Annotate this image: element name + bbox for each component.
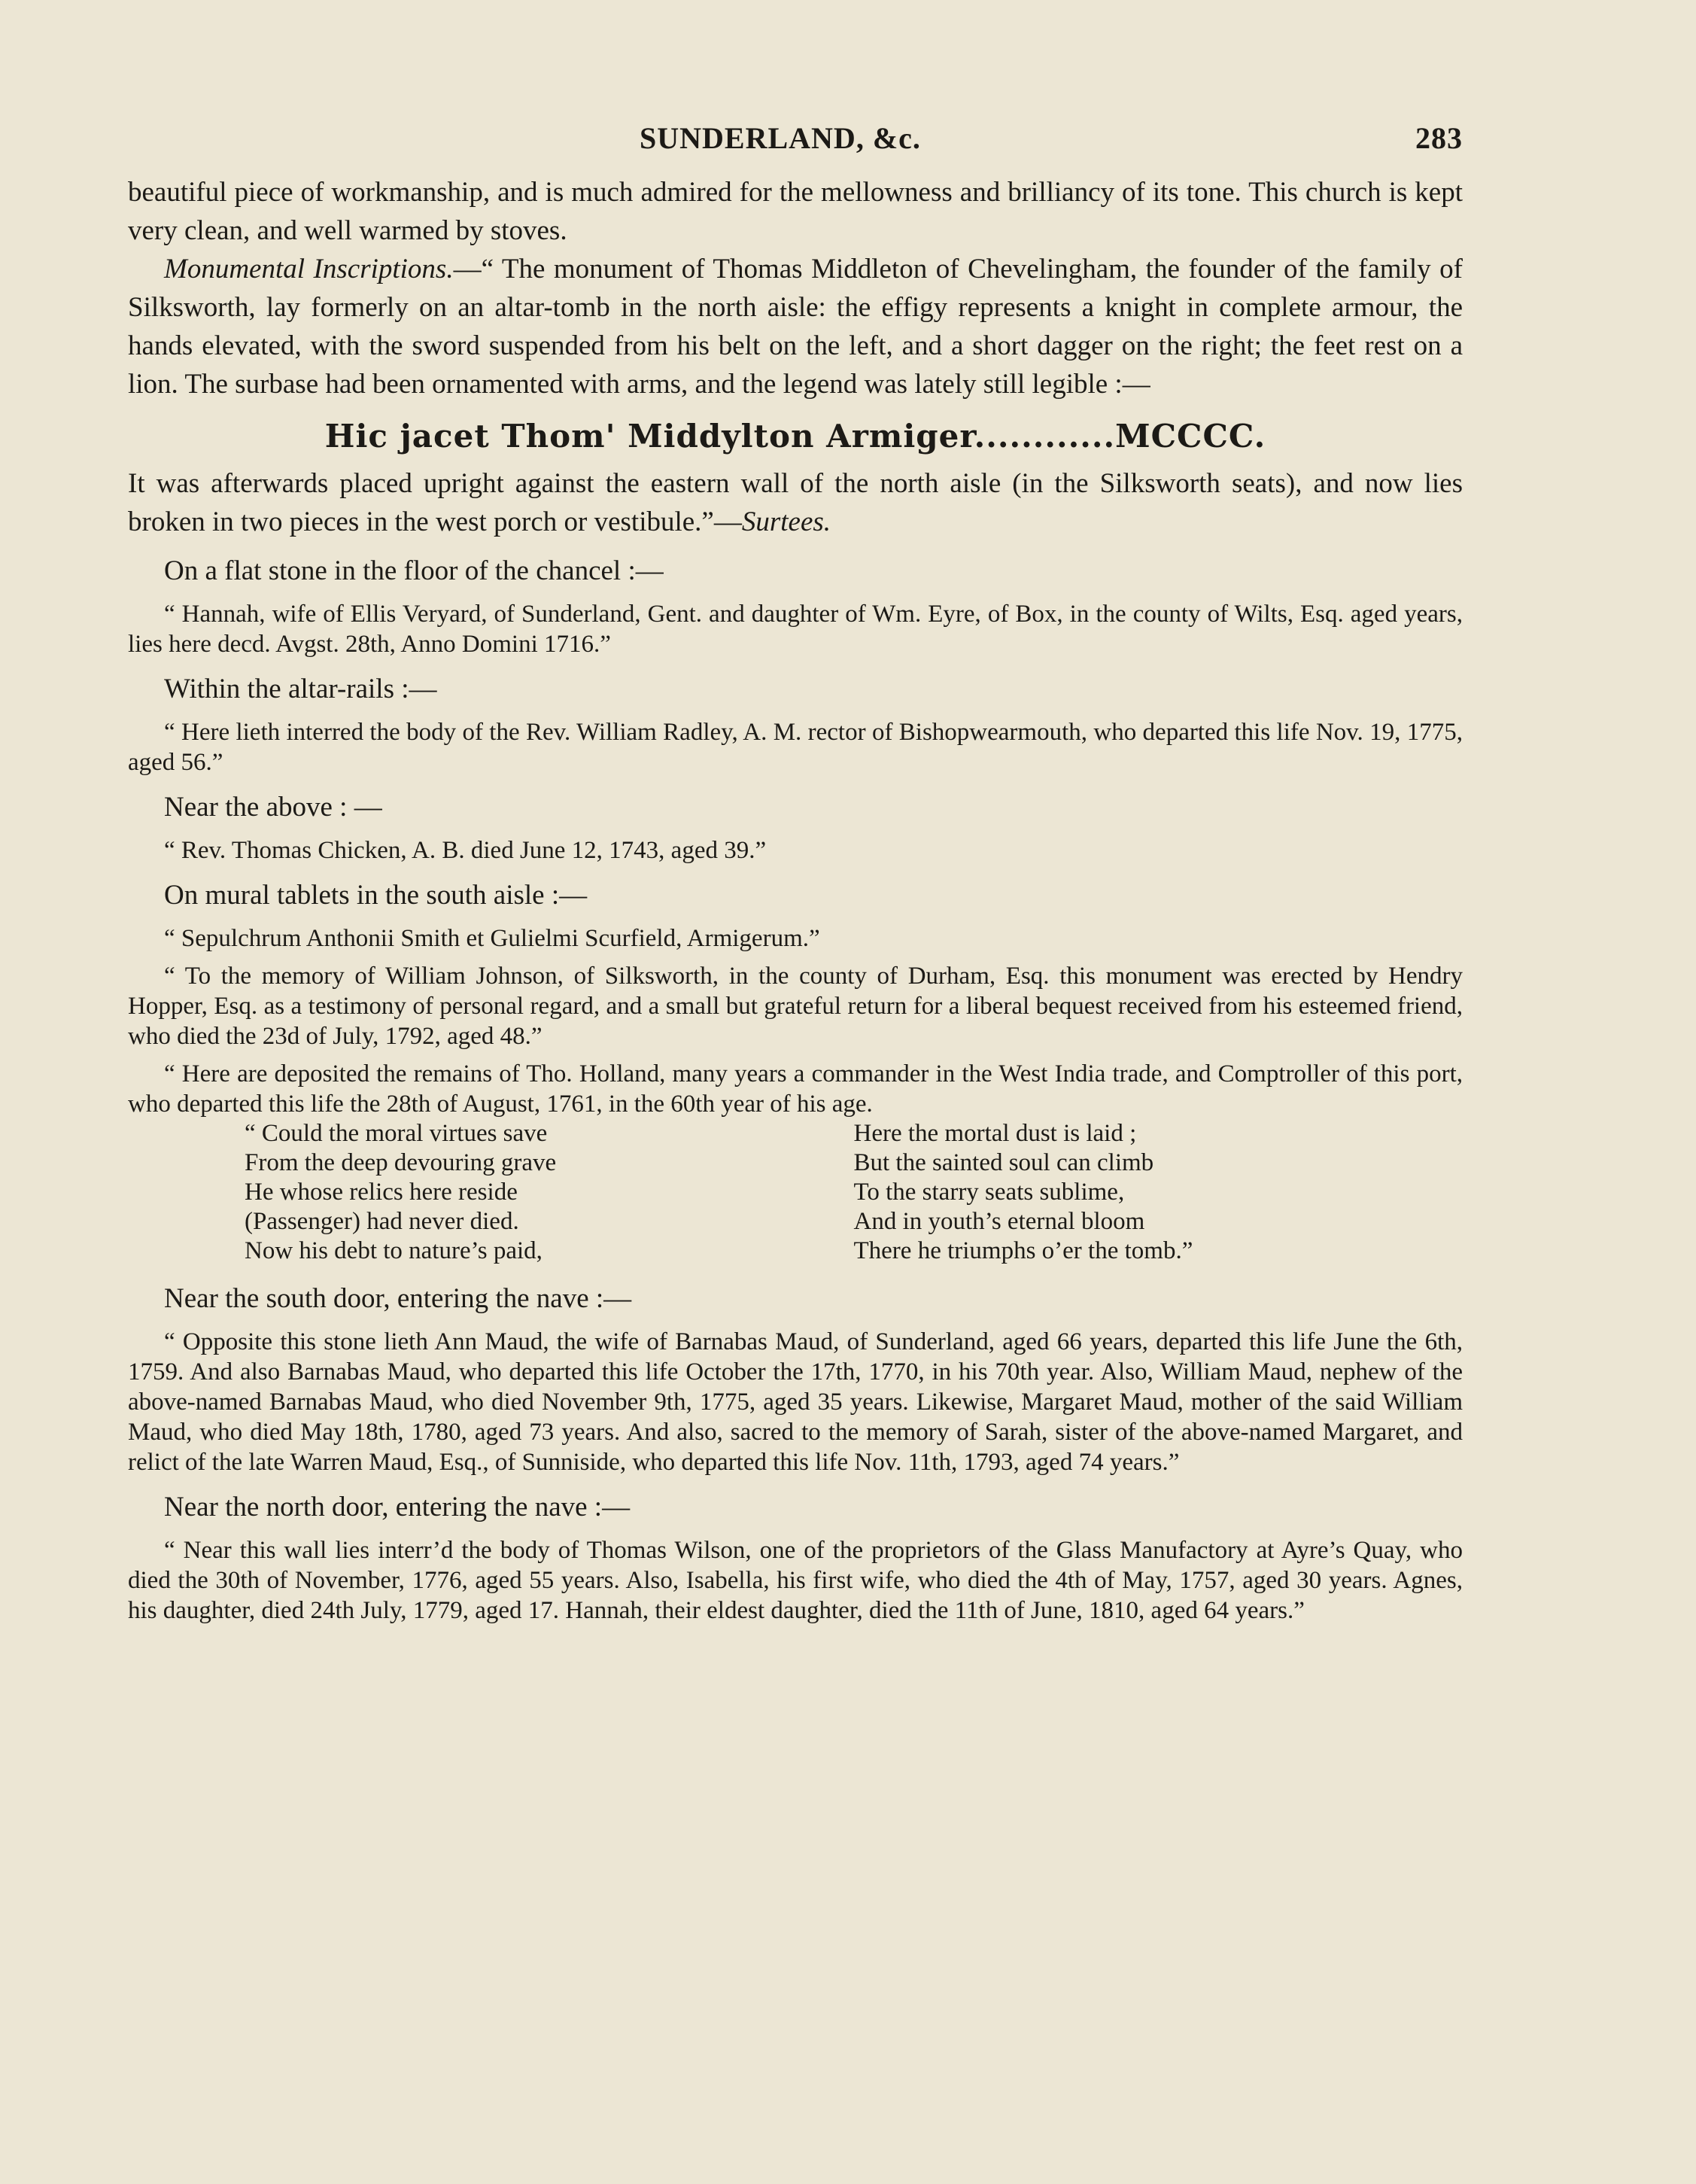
inscription-quote: “ Hannah, wife of Ellis Veryard, of Sunderland, Gent. and daughter of Wm. Eyre, of Box, in the county of Wilts, Esq. aged years, lies here decd. Avgst. 28th, Anno Domini 1716.” [128,601,1463,658]
section-heading: Within the altar-rails :— [164,674,437,704]
verse-line: Here the mortal dust is laid ; [853,1120,1137,1147]
inscription-quote: “ Here lieth interred the body of the Rev. William Radley, A. M. rector of Bishopwearmouth, who departed this life Nov. 19, 1775, aged 56.” [128,719,1463,776]
running-title: SUNDERLAND, &c. [640,121,921,155]
paragraph-3-text: It was afterwards placed upright against the eastern wall of the north aisle (in the Silksworth seats), and now lies broken in two pieces in the west porch or vestibule.”— [128,468,1463,537]
running-head [128,120,1463,173]
body-text [128,173,1463,1626]
verse-line: There he triumphs o’er the tomb.” [853,1237,1193,1264]
verse-line: To the starry seats sublime, [853,1179,1125,1206]
paragraph-2 [128,250,1463,403]
page-number: 283 [1415,121,1463,155]
inscription-quote: “ To the memory of William Johnson, of Silksworth, in the county of Durham, Esq. this monument was erected by Hendry Hopper, Esq. as a testimony of personal regard, and a small but grateful return for a liberal bequest received from his esteemed friend, who died the 23d of July, 1792, aged 48.” [128,963,1463,1050]
paragraph-3 [128,464,1463,541]
verse-right-column [854,1119,1463,1266]
section-heading: Near the north door, entering the nave :— [164,1492,631,1522]
section-heading: On a flat stone in the floor of the chancel :— [164,555,664,586]
inscription-quote: “ Here are deposited the remains of Tho. Holland, many years a commander in the West India trade, and Comptroller of this port, who departed this life the 28th of August, 1761, in the 60th year of his age. [128,1060,1463,1118]
verse-line: But the sainted soul can climb [853,1149,1154,1176]
verse-line: And in youth’s eternal bloom [853,1208,1145,1235]
inscription-quote: “ Rev. Thomas Chicken, A. B. died June 12, 1743, aged 39.” [164,837,767,864]
verse-line: Now his debt to nature’s paid, [245,1237,543,1264]
verse-line: (Passenger) had never died. [245,1208,519,1235]
verse-line: He whose relics here reside [245,1179,518,1206]
paragraph-3-source: Surtees. [741,506,831,537]
section-heading: On mural tablets in the south aisle :— [164,880,588,911]
inscription-quote: “ Sepulchrum Anthonii Smith et Gulielmi Scurfield, Armigerum.” [164,925,820,952]
epitaph-verse [128,1119,1463,1266]
paragraph-2-text: —“ The monument of Thomas Middleton of Chevelingham, the founder of the family of Silksworth, lay formerly on an altar-tomb in the north aisle: the effigy represents a knight in complete armour, the hands elevated, with the sword suspended from his belt on the left, and a short dagger on the right; the feet rest on a lion. The surbase had been ornamented with arms, and the legend was lately still legible :— [128,254,1463,400]
inscription-quote: “ Opposite this stone lieth Ann Maud, the wife of Barnabas Maud, of Sunderland, aged 66 years, departed this life June the 6th, 1759. And also Barnabas Maud, who departed this life October the 17th, 1770, in his 70th year. Also, William Maud, nephew of the above-named Barnabas Maud, who died November 9th, 1775, aged 35 years. Likewise, Margaret Maud, mother of the said William Maud, who died May 18th, 1780, aged 73 years. And also, sacred to the memory of Sarah, sister of the above-named Margaret, and relict of the late Warren Maud, Esq., of Sunniside, who departed this life Nov. 11th, 1793, aged 74 years.” [128,1328,1463,1476]
blackletter-legend: Hic jacet Thom' Middylton Armiger............MCCCC. [324,418,1266,455]
section-heading: Near the south door, entering the nave :— [164,1283,632,1314]
paragraph-2-lead: Monumental Inscriptions. [164,254,454,284]
verse-line: From the deep devouring grave [245,1149,557,1176]
verse-line: “ Could the moral virtues save [245,1120,548,1147]
verse-left-column [245,1119,854,1266]
paragraph-1: beautiful piece of workmanship, and is much admired for the mellowness and brilliancy of its tone. This church is kept very clean, and well warmed by stoves. [128,177,1463,246]
section-heading: Near the above : — [164,792,382,823]
inscription-quote: “ Near this wall lies interr’d the body of Thomas Wilson, one of the proprietors of the Glass Manufactory at Ayre’s Quay, who died the 30th of November, 1776, aged 55 years. Also, Isabella, his first wife, who died the 4th of May, 1757, aged 30 years. Agnes, his daughter, died 24th July, 1779, aged 17. Hannah, their eldest daughter, died the 11th of June, 1810, aged 64 years.” [128,1537,1463,1624]
